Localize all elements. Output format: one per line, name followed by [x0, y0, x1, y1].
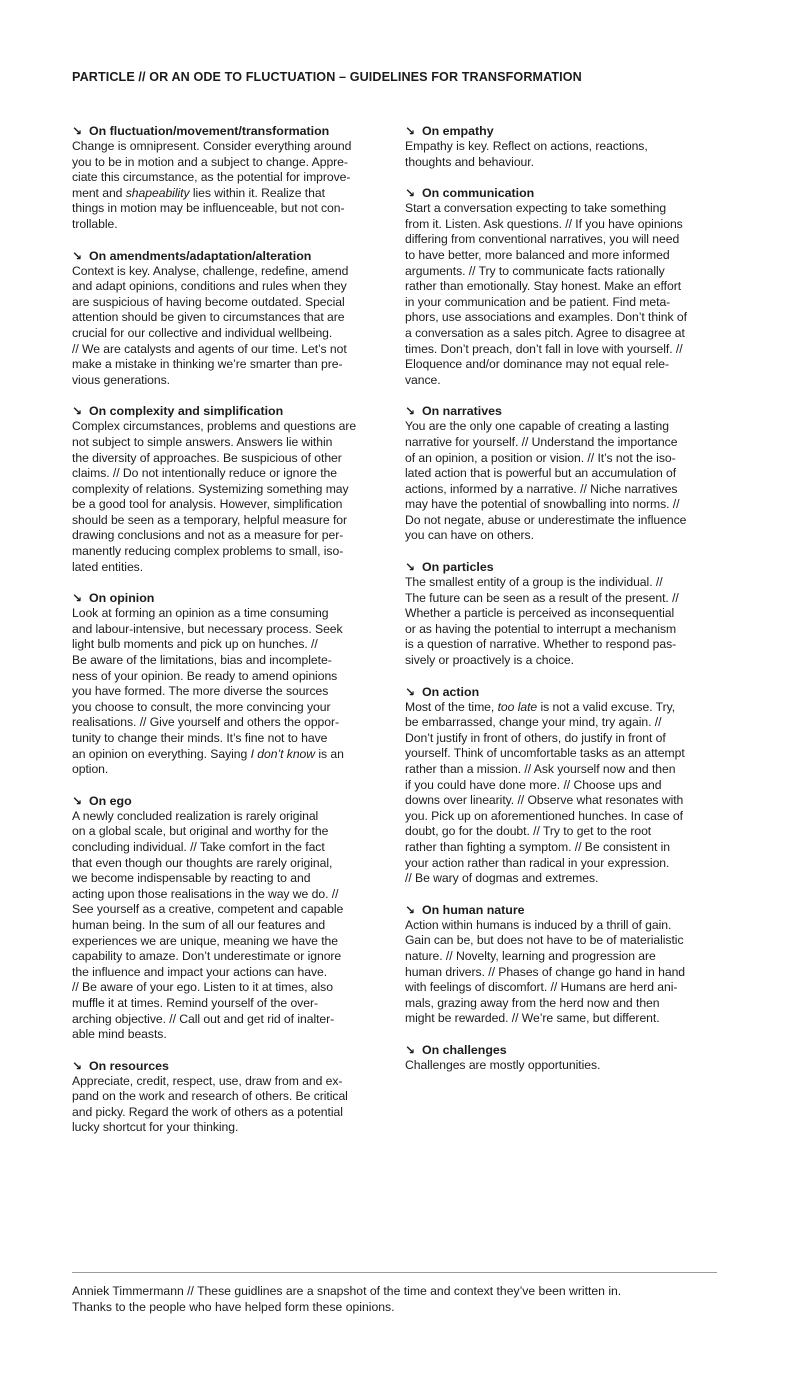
- body-line: you choose to consult, the more convincing your: [72, 699, 331, 714]
- body-line: lucky shortcut for your thinking.: [72, 1120, 239, 1135]
- section-on-complexity-and-simplification: [72, 403, 386, 575]
- body-line: be a good tool for analysis. However, simplification: [72, 497, 343, 512]
- body-line: if you could have done more. // Choose ups and: [405, 777, 662, 792]
- section-body: [72, 809, 386, 1043]
- body-line: concluding individual. // Take comfort in the fact: [72, 839, 325, 854]
- emphasis: shapeability: [125, 185, 190, 200]
- body-line: not subject to simple answers. Answers lie within: [72, 434, 333, 449]
- body-line: The smallest entity of a group is the individual. //: [405, 575, 663, 590]
- section-heading-text: On communication: [422, 186, 535, 201]
- body-line: vance.: [405, 372, 441, 387]
- body-line: Look at forming an opinion as a time consuming: [72, 606, 329, 621]
- emphasis: too late: [497, 699, 538, 714]
- section-heading: [405, 185, 717, 201]
- section-heading-text: On empathy: [422, 124, 494, 138]
- body-line: Change is omnipresent. Consider everything around: [72, 139, 352, 153]
- section-heading: [72, 1058, 386, 1074]
- body-line: Context is key. Analyse, challenge, redefine, amend: [72, 263, 349, 278]
- section-heading: [72, 403, 386, 419]
- section-heading: [405, 403, 717, 419]
- body-line: ciate this circumstance, as the potential for improve-: [72, 170, 351, 185]
- body-line: narrative for yourself. // Understand the importance: [405, 434, 678, 449]
- section-on-challenges: [405, 1042, 717, 1074]
- body-line: Action within humans is induced by a thrill of gain.: [405, 917, 672, 932]
- right-column: [405, 123, 717, 1089]
- body-line: Gain can be, but does not have to be of materialistic: [405, 933, 684, 948]
- section-on-fluctuation-movement-transformation: [72, 123, 386, 233]
- body-line: Eloquence and/or dominance may not equal rele-: [405, 357, 669, 372]
- body-line: acting upon those realisations in the way we do. //: [72, 886, 339, 901]
- body-line: drawing conclusions and not as a measure for per-: [72, 528, 344, 543]
- body-line: from it. Listen. Ask questions. // If you have opinions: [405, 216, 683, 231]
- arrow-down-right-icon: ↘: [72, 793, 83, 808]
- body-line: // Be wary of dogmas and extremes.: [405, 871, 599, 886]
- section-heading: [405, 559, 717, 575]
- body-line: be embarrassed, change your mind, try again. //: [405, 715, 662, 730]
- section-heading-text: On resources: [89, 1058, 169, 1073]
- body-line: Do not negate, abuse or underestimate the influence: [405, 512, 687, 527]
- body-line: human drivers. // Phases of change go hand in hand: [405, 964, 686, 979]
- section-body: [72, 419, 386, 575]
- section-on-particles: [405, 559, 717, 669]
- section-body: [405, 419, 717, 544]
- section-heading: [72, 248, 386, 264]
- body-line: of an opinion, a position or vision. // It’s not the iso-: [405, 450, 676, 465]
- body-line: option.: [72, 762, 109, 777]
- body-line: lated entities.: [72, 559, 144, 574]
- body-line: with feelings of discomfort. // Humans are herd ani-: [405, 980, 678, 995]
- body-line: mals, grazing away from the herd now and then: [405, 995, 660, 1010]
- body-line: arching objective. // Call out and get rid of inalter-: [72, 1011, 335, 1026]
- emphasis: I don’t know: [250, 746, 316, 761]
- section-body: [72, 139, 386, 233]
- body-line: are suspicious of having become outdated. Special: [72, 294, 345, 309]
- body-line: light bulb moments and pick up on hunches. //: [72, 637, 318, 652]
- section-heading-text: On complexity and simplification: [89, 404, 284, 419]
- arrow-down-right-icon: ↘: [72, 591, 83, 606]
- body-line: Appreciate, credit, respect, use, draw from and ex-: [72, 1073, 343, 1088]
- body-line: manently reducing complex problems to small, iso-: [72, 544, 344, 559]
- body-line: crucial for our collective and individual wellbeing.: [72, 325, 333, 340]
- body-line: lated action that is powerful but an accumulation of: [405, 466, 677, 481]
- arrow-down-right-icon: ↘: [405, 560, 416, 575]
- body-line: Challenges are mostly opportunities.: [405, 1057, 601, 1072]
- section-body: [72, 606, 386, 778]
- body-line: and picky. Regard the work of others as a potential: [72, 1104, 343, 1119]
- body-line: on a global scale, but original and worthy for the: [72, 824, 329, 839]
- section-body: [405, 201, 717, 388]
- section-heading-text: On action: [422, 684, 480, 699]
- section-on-communication: [405, 185, 717, 388]
- body-line: Whether a particle is perceived as inconsequential: [405, 606, 675, 621]
- body-line: phors, use associations and examples. Don’t think of: [405, 310, 687, 325]
- body-line: might be rewarded. // We’re same, but different.: [405, 1011, 660, 1026]
- body-line: downs over linearity. // Observe what resonates with: [405, 793, 684, 808]
- section-heading-text: On particles: [422, 560, 494, 575]
- section-body: [72, 1074, 386, 1136]
- body-line: claims. // Do not intentionally reduce or ignore the: [72, 466, 337, 481]
- body-line: pand on the work and research of others. Be critical: [72, 1089, 348, 1104]
- footer-line: Anniek Timmermann // These guidlines are a snapshot of the time and context they’ve been written in.: [72, 1284, 622, 1298]
- section-body: [405, 575, 717, 669]
- arrow-down-right-icon: ↘: [405, 1042, 416, 1057]
- body-line: your action rather than radical in your expression.: [405, 855, 670, 870]
- section-heading: [405, 123, 717, 139]
- arrow-down-right-icon: ↘: [72, 124, 83, 138]
- body-line: the influence and impact your actions can have.: [72, 964, 328, 979]
- section-heading-text: On fluctuation/movement/transformation: [89, 124, 330, 138]
- body-line: things in motion may be influenceable, but not con-: [72, 201, 345, 216]
- arrow-down-right-icon: ↘: [72, 248, 83, 263]
- body-line: You are the only one capable of creating a lasting: [405, 419, 670, 434]
- section-heading-text: On human nature: [422, 902, 525, 917]
- body-line: Most of the time, too late is not a valid excuse. Try,: [405, 699, 676, 714]
- body-line: vious generations.: [72, 372, 171, 387]
- section-heading: [405, 684, 717, 700]
- body-line: and labour-intensive, but necessary process. Seek: [72, 621, 343, 636]
- arrow-down-right-icon: ↘: [405, 124, 416, 138]
- section-body: [405, 1058, 717, 1074]
- section-on-ego: [72, 793, 386, 1043]
- arrow-down-right-icon: ↘: [72, 404, 83, 419]
- body-line: a conversation as a sales pitch. Agree to disagree at: [405, 325, 685, 340]
- body-line: Empathy is key. Reflect on actions, reactions,: [405, 139, 648, 153]
- body-line: Don’t justify in front of others, do justify in front of: [405, 730, 666, 745]
- section-heading: [72, 590, 386, 606]
- page-title: PARTICLE // OR AN ODE TO FLUCTUATION – GUIDELINES FOR TRANSFORMATION: [72, 70, 582, 84]
- arrow-down-right-icon: ↘: [405, 684, 416, 699]
- body-line: rather than fighting a symptom. // Be consistent in: [405, 839, 671, 854]
- body-line: should be seen as a temporary, helpful measure for: [72, 512, 348, 527]
- body-line: times. Don’t preach, don’t fall in love with yourself. //: [405, 341, 683, 356]
- body-line: yourself. Think of uncomfortable tasks as an attempt: [405, 746, 685, 761]
- body-line: trollable.: [72, 216, 118, 231]
- section-heading: [72, 123, 386, 139]
- section-heading-text: On narratives: [422, 404, 502, 419]
- section-heading-text: On ego: [89, 793, 132, 808]
- section-on-empathy: [405, 123, 717, 170]
- body-line: human being. In the sum of all our features and: [72, 917, 326, 932]
- body-line: Be aware of the limitations, bias and incomplete-: [72, 653, 332, 668]
- section-heading: [405, 1042, 717, 1058]
- footer-credits: [72, 1283, 732, 1315]
- body-line: nature. // Novelty, learning and progression are: [405, 948, 656, 963]
- section-on-action: [405, 684, 717, 887]
- body-line: in your communication and be patient. Find meta-: [405, 294, 671, 309]
- section-body: [405, 139, 717, 170]
- body-line: actions, informed by a narrative. // Niche narratives: [405, 481, 678, 496]
- body-line: you. Pick up on aforementioned hunches. In case of: [405, 808, 683, 823]
- left-column: [72, 123, 386, 1151]
- body-line: differing from conventional narratives, you will need: [405, 232, 680, 247]
- section-heading-text: On opinion: [89, 591, 155, 606]
- section-heading-text: On amendments/adaptation/alteration: [89, 248, 312, 263]
- body-line: capability to amaze. Don’t underestimate or ignore: [72, 949, 342, 964]
- body-line: able mind beasts.: [72, 1027, 167, 1042]
- body-line: or as having the potential to interrupt a mechanism: [405, 621, 677, 636]
- body-line: doubt, go for the doubt. // Try to get to the root: [405, 824, 652, 839]
- arrow-down-right-icon: ↘: [405, 404, 416, 419]
- section-on-resources: [72, 1058, 386, 1136]
- section-on-human-nature: [405, 902, 717, 1027]
- section-body: [405, 918, 717, 1027]
- body-line: that even though our thoughts are rarely original,: [72, 855, 333, 870]
- body-line: experiences we are unique, meaning we have the: [72, 933, 338, 948]
- body-line: you can have on others.: [405, 528, 534, 543]
- arrow-down-right-icon: ↘: [72, 1058, 83, 1073]
- section-heading: [72, 793, 386, 809]
- body-line: you to be in motion and a subject to change. Appre-: [72, 154, 348, 169]
- arrow-down-right-icon: ↘: [405, 902, 416, 917]
- section-on-opinion: [72, 590, 386, 778]
- body-line: may have the potential of snowballing into norms. //: [405, 497, 680, 512]
- body-line: The future can be seen as a result of the present. //: [405, 590, 679, 605]
- body-line: Start a conversation expecting to take something: [405, 201, 667, 216]
- body-line: arguments. // Try to communicate facts rationally: [405, 263, 665, 278]
- section-body: [72, 264, 386, 389]
- body-line: sively or proactively is a choice.: [405, 653, 574, 668]
- body-line: and adapt opinions, conditions and rules when they: [72, 279, 347, 294]
- body-line: is a question of narrative. Whether to respond pas-: [405, 637, 677, 652]
- body-line: an opinion on everything. Saying I don’t know is an: [72, 746, 344, 761]
- body-line: you have formed. The more diverse the sources: [72, 684, 329, 699]
- section-on-amendments-adaptation-alteration: [72, 248, 386, 389]
- body-line: tunity to change their minds. It’s fine not to have: [72, 731, 328, 745]
- body-line: // Be aware of your ego. Listen to it at times, also: [72, 980, 333, 995]
- body-line: See yourself as a creative, competent and capable: [72, 902, 344, 917]
- body-line: thoughts and behaviour.: [405, 154, 534, 169]
- body-line: make a mistake in thinking we’re smarter than pre-: [72, 357, 343, 372]
- body-line: to have better, more balanced and more informed: [405, 247, 670, 262]
- body-line: rather than emotionally. Stay honest. Make an effort: [405, 279, 682, 294]
- body-line: // We are catalysts and agents of our time. Let’s not: [72, 341, 347, 356]
- body-line: attention should be given to circumstances that are: [72, 310, 345, 325]
- section-heading: [405, 902, 717, 918]
- body-line: ment and shapeability lies within it. Realize that: [72, 185, 325, 200]
- body-line: muffle it at times. Remind yourself of the over-: [72, 995, 318, 1010]
- body-line: Complex circumstances, problems and questions are: [72, 419, 357, 434]
- body-line: the diversity of approaches. Be suspicious of other: [72, 450, 342, 465]
- body-line: ness of your opinion. Be ready to amend opinions: [72, 668, 338, 683]
- body-line: rather than a mission. // Ask yourself now and then: [405, 762, 676, 776]
- footer-divider: [72, 1272, 717, 1273]
- body-line: A newly concluded realization is rarely original: [72, 808, 319, 823]
- footer-line: Thanks to the people who have helped form these opinions.: [72, 1300, 395, 1314]
- section-body: [405, 700, 717, 887]
- section-on-narratives: [405, 403, 717, 544]
- section-heading-text: On challenges: [422, 1042, 507, 1057]
- arrow-down-right-icon: ↘: [405, 186, 416, 201]
- body-line: complexity of relations. Systemizing something may: [72, 481, 349, 496]
- body-line: realisations. // Give yourself and others the oppor-: [72, 715, 340, 730]
- body-line: we become indispensable by reacting to and: [72, 871, 311, 886]
